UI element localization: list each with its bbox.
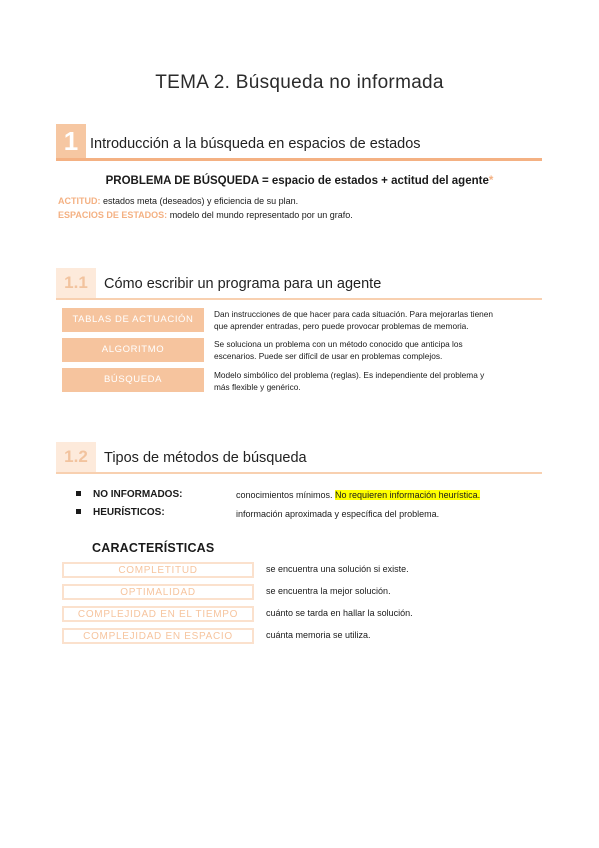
definition-actitud <box>58 196 298 206</box>
label-algoritmo: ALGORITMO <box>62 338 204 362</box>
bullet-desc-heuristicos <box>236 509 439 519</box>
bullet-heuristicos <box>76 507 165 518</box>
section-1-1-header <box>56 268 542 300</box>
definition-espacios <box>58 210 353 220</box>
section-1-2-underline <box>56 472 542 474</box>
bullet-label: HEURÍSTICOS: <box>93 507 165 518</box>
definition-text: estados meta (deseados) y eficiencia de su plan. <box>100 196 299 206</box>
section-1-number: 1 <box>56 124 86 158</box>
desc-line: Se soluciona un problema con un método conocido que anticipa los <box>214 339 463 349</box>
characteristic-desc-complejidad-tiempo: cuánto se tarda en hallar la solución. <box>266 608 413 618</box>
definition-key: ESPACIOS DE ESTADOS: <box>58 210 168 220</box>
characteristics-title: CARACTERÍSTICAS <box>92 541 215 555</box>
characteristic-optimalidad: OPTIMALIDAD <box>62 584 254 600</box>
search-problem-definition <box>0 175 599 187</box>
desc-line: que aprender entradas, pero puede provocar problemas de memoria. <box>214 321 469 331</box>
desc-tablas-de-actuacion <box>214 308 524 332</box>
characteristic-desc-complejidad-espacio: cuánta memoria se utiliza. <box>266 630 371 640</box>
desc-line: más flexible y genérico. <box>214 382 301 392</box>
desc-line: Dan instrucciones de que hacer para cada situación. Para mejorarlas tienen <box>214 309 494 319</box>
characteristic-desc-optimalidad: se encuentra la mejor solución. <box>266 586 391 596</box>
footnote-star: * <box>488 175 494 187</box>
bullet-no-informados <box>76 489 182 500</box>
characteristic-complejidad-espacio: COMPLEJIDAD EN ESPACIO <box>62 628 254 644</box>
characteristic-complejidad-tiempo: COMPLEJIDAD EN EL TIEMPO <box>62 606 254 622</box>
section-1-1-underline <box>56 298 542 300</box>
desc-line: Modelo simbólico del problema (reglas). Es independiente del problema y <box>214 370 485 380</box>
section-1-2-number: 1.2 <box>56 442 96 472</box>
label-tablas-de-actuacion: TABLAS DE ACTUACIÓN <box>62 308 204 332</box>
bullet-desc-no-informados <box>236 490 480 500</box>
section-1-1-heading: Cómo escribir un programa para un agente <box>104 276 382 292</box>
bullet-label: NO INFORMADOS: <box>93 489 183 500</box>
page-title: TEMA 2. Búsqueda no informada <box>155 72 444 93</box>
highlighted-text: No requieren información heurística. <box>335 490 481 500</box>
characteristic-completitud: COMPLETITUD <box>62 562 254 578</box>
desc-line: escenarios. Puede ser difícil de usar en problemas complejos. <box>214 351 443 361</box>
problem-text: PROBLEMA DE BÚSQUEDA = espacio de estados + actitud del agente <box>105 175 489 187</box>
section-1-header <box>56 124 542 164</box>
bullet-desc-text: información aproximada y específica del problema. <box>236 509 440 519</box>
characteristic-desc-completitud: se encuentra una solución si existe. <box>266 564 409 574</box>
bullet-desc-text: conocimientos mínimos. <box>236 490 336 500</box>
desc-algoritmo <box>214 338 524 362</box>
section-1-2-header <box>56 442 542 474</box>
section-1-2-heading: Tipos de métodos de búsqueda <box>104 450 307 466</box>
label-busqueda: BÚSQUEDA <box>62 368 204 392</box>
section-1-1-number: 1.1 <box>56 268 96 298</box>
section-1-heading: Introducción a la búsqueda en espacios de estados <box>90 136 421 152</box>
definition-key: ACTITUD: <box>58 196 101 206</box>
bullet-icon <box>76 491 81 496</box>
desc-busqueda <box>214 369 524 393</box>
section-1-underline <box>56 158 542 161</box>
bullet-icon <box>76 509 81 514</box>
definition-text: modelo del mundo representado por un grafo. <box>167 210 353 220</box>
